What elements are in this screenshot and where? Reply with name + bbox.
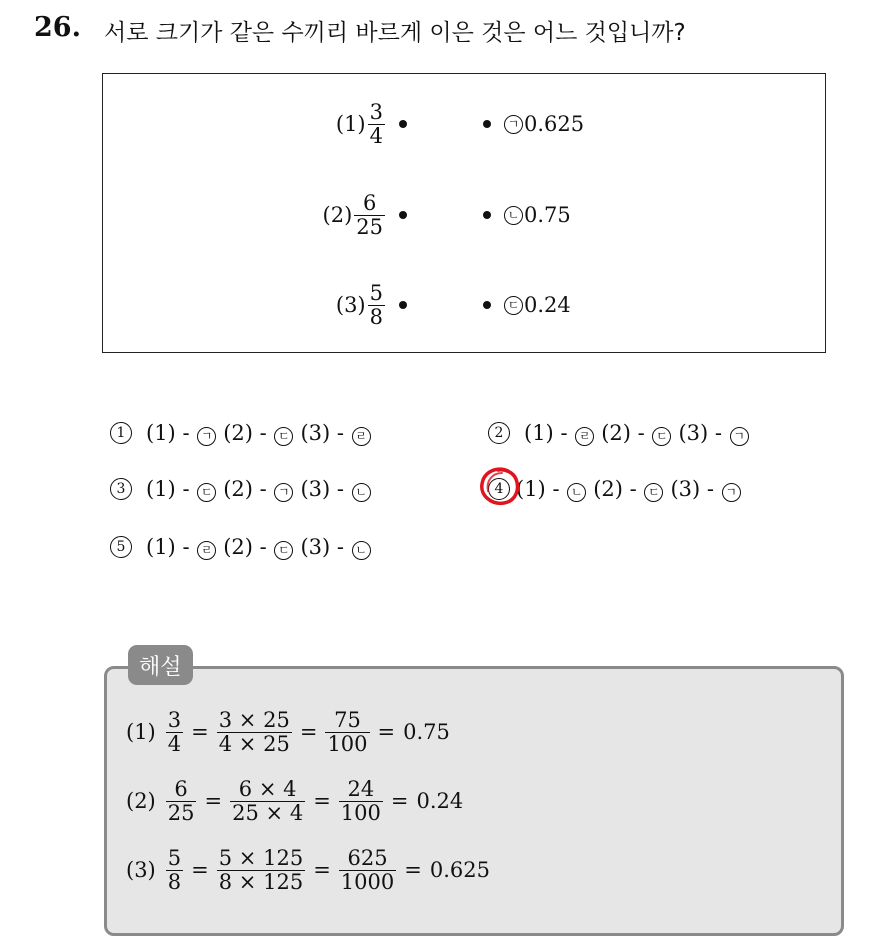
circled-mark: ㄴ (504, 206, 523, 225)
numerator: 3 (369, 100, 383, 125)
row-label: (3) (126, 858, 156, 882)
connect-dot[interactable] (483, 211, 491, 219)
circled-mark: ㄷ (274, 427, 293, 446)
matching-row (103, 91, 825, 157)
option-number: 2 (488, 422, 510, 444)
decimal-result: 0.625 (429, 858, 490, 882)
decimal-result: 0.75 (403, 720, 450, 744)
circled-mark: ㄴ (352, 541, 371, 560)
connect-dot[interactable] (399, 211, 407, 219)
equals-sign: = (191, 720, 209, 744)
option-pair: (3) - ㄴ (300, 477, 371, 502)
option-pair: (1) - ㄴ (516, 477, 587, 502)
option-pair: (3) - ㄱ (678, 421, 749, 446)
answer-option-1[interactable] (110, 421, 378, 446)
matching-row (103, 182, 825, 248)
equals-sign: = (299, 720, 318, 744)
circled-mark: ㄷ (197, 483, 216, 502)
circled-mark: ㄱ (197, 427, 216, 446)
option-pair: (2) - ㄷ (593, 477, 664, 502)
fraction: $\frac{5 \times 125}{8 \times 125}$ (218, 846, 304, 894)
equals-sign: = (204, 789, 223, 813)
fraction: $\frac{3}{4}$ (167, 708, 182, 756)
fraction: $\frac{24}{100}$ (340, 777, 381, 825)
fraction: $\frac{3 \times 25}{4 \times 25}$ (218, 708, 290, 756)
matching-right-item (483, 272, 571, 338)
connect-dot[interactable] (483, 120, 491, 128)
answer-option-5[interactable] (110, 535, 378, 560)
matching-right-item (483, 91, 584, 157)
decimal-value: 0.24 (524, 293, 571, 317)
denominator: 4 (369, 123, 383, 148)
option-pair: (1) - ㄹ (524, 421, 595, 446)
matching-box (102, 73, 826, 353)
circled-mark: ㄱ (722, 483, 741, 502)
option-pair: (3) - ㄱ (670, 477, 741, 502)
fraction: $\frac{625}{1000}$ (340, 846, 395, 894)
circled-mark: ㄷ (652, 427, 671, 446)
option-pair: (2) - ㄱ (223, 477, 294, 502)
equals-sign: = (390, 789, 409, 813)
circled-mark: ㄱ (504, 115, 523, 134)
answer-circle-mark (478, 465, 522, 507)
equals-sign: = (313, 858, 331, 882)
question-text: 서로 크기가 같은 수끼리 바르게 이은 것은 어느 것입니까? (104, 20, 686, 46)
decimal-value: 0.625 (524, 112, 585, 136)
equals-sign: = (377, 720, 396, 744)
item-label: (3) (335, 293, 366, 317)
circled-mark: ㄱ (730, 427, 749, 446)
explanation-row (126, 767, 463, 835)
answer-circle-inner (488, 473, 502, 491)
item-label: (1) (335, 112, 366, 136)
item-label: (2) (322, 203, 353, 227)
explanation-title: 해설 (128, 645, 193, 685)
circled-mark: ㄷ (274, 541, 293, 560)
row-label: (2) (126, 789, 156, 813)
equals-sign: = (404, 858, 422, 882)
circled-mark: ㄹ (575, 427, 594, 446)
connect-dot[interactable] (399, 301, 407, 309)
answer-option-3[interactable] (110, 477, 378, 502)
numerator: 6 (362, 191, 377, 216)
fraction (368, 282, 385, 327)
option-pair: (1) - ㄷ (146, 477, 217, 502)
matching-left-item (336, 91, 407, 157)
answer-option-4[interactable] (488, 477, 748, 502)
option-pair: (1) - ㄱ (146, 421, 217, 446)
answer-option-2[interactable] (488, 421, 756, 446)
fraction (354, 192, 385, 237)
option-number: 5 (110, 536, 132, 558)
explanation-row (126, 836, 490, 904)
matching-left-item (336, 272, 407, 338)
matching-right-item (483, 182, 571, 248)
row-label: (1) (126, 720, 156, 744)
option-pair: (1) - ㄹ (146, 535, 217, 560)
option-pair: (2) - ㄷ (601, 421, 672, 446)
equals-sign: = (313, 789, 331, 813)
fraction: $\frac{5}{8}$ (167, 846, 182, 894)
option-pair: (3) - ㄴ (300, 535, 371, 560)
connect-dot[interactable] (483, 301, 491, 309)
circled-mark: ㄴ (567, 483, 586, 502)
equals-sign: = (191, 858, 209, 882)
decimal-result: 0.24 (416, 789, 464, 813)
circled-mark: ㄷ (644, 483, 663, 502)
circled-mark: ㄱ (274, 483, 293, 502)
matching-left-item (323, 182, 407, 248)
option-number: 3 (110, 478, 132, 500)
fraction: $\frac{6 \times 4}{25 \times 4}$ (232, 777, 304, 825)
circled-mark: ㄹ (197, 541, 216, 560)
denominator: 8 (369, 304, 383, 329)
circled-mark: ㄴ (352, 483, 371, 502)
circled-mark: ㄹ (352, 427, 371, 446)
connect-dot[interactable] (399, 120, 407, 128)
matching-row (103, 272, 825, 338)
option-pair: (2) - ㄷ (223, 535, 294, 560)
option-pair: (3) - ㄹ (300, 421, 371, 446)
option-number: 1 (110, 422, 132, 444)
circled-mark: ㄷ (504, 296, 523, 315)
denominator: 25 (356, 214, 383, 239)
numerator: 5 (369, 281, 383, 306)
fraction (368, 101, 385, 146)
question-number: 26. (34, 12, 81, 43)
explanation-row (126, 698, 450, 766)
option-number: 4 (488, 478, 510, 500)
option-pair: (2) - ㄷ (223, 421, 294, 446)
fraction: $\frac{75}{100}$ (327, 708, 368, 756)
decimal-value: 0.75 (524, 203, 571, 227)
fraction: $\frac{6}{25}$ (167, 777, 195, 825)
